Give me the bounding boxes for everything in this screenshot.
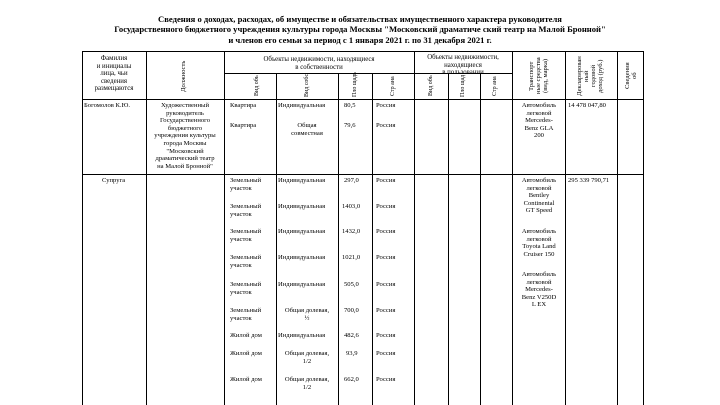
person1-property-ownership: Общая совместная (291, 122, 323, 137)
title-line-3: и членов его семьи за период с 1 января 2021 г. по 31 декабря 2021 г. (228, 34, 492, 45)
person1-name: Богомолов К.Ю. (84, 102, 130, 109)
person2-property-country: Россия (376, 228, 396, 235)
header-name: Фамилия и инициалы лица, чьи сведения размещаются (94, 55, 134, 93)
person1-property-country: Россия (376, 102, 396, 109)
col-divider (617, 51, 618, 405)
person2-property-area: 662,0 (344, 376, 359, 383)
header-use-type: Вид объ (428, 75, 434, 97)
col-divider (414, 51, 415, 405)
header-divider (82, 99, 644, 100)
header-owned-country: Стр ана (390, 76, 396, 96)
col-divider (338, 73, 339, 405)
person1-income: 14 478 047,80 (568, 102, 606, 109)
person2-property-ownership: Общая долевая, ½ (284, 307, 330, 322)
person2-property-area: 93,9 (346, 350, 358, 357)
person2-property-type: Земельный участок (230, 281, 262, 296)
person2-property-type: Земельный участок (230, 307, 262, 322)
person1-property-area: 79,6 (344, 122, 356, 129)
person2-property-type: Земельный участок (230, 228, 262, 243)
title-line-1: Сведения о доходах, расходах, об имуществе и обязательствах имущественного характера руководителя (158, 14, 562, 24)
col-divider (565, 51, 566, 405)
person2-property-type: Жилой дом (230, 332, 262, 339)
person2-property-ownership: Общая долевая, 1/2 (284, 376, 330, 391)
person2-property-type: Земельный участок (230, 177, 262, 192)
col-divider (372, 73, 373, 405)
col-divider (480, 73, 481, 405)
person1-property-area: 80,5 (344, 102, 356, 109)
header-owned-ownership: Вид собс (304, 73, 310, 97)
person2-property-area: 1432,0 (342, 228, 361, 235)
person2-property-country: Россия (376, 376, 396, 383)
col-divider (512, 51, 513, 405)
person2-income: 295 339 790,71 (568, 177, 610, 184)
person2-property-area: 297,0 (344, 177, 359, 184)
person2-property-type: Земельный участок (230, 203, 262, 218)
table-border-right (643, 51, 644, 405)
header-income: Декларирован ный годовой доход (руб.) (576, 56, 604, 96)
person2-property-type: Жилой дом (230, 350, 262, 357)
person2-name: Супруга (102, 177, 126, 184)
person1-transport: Автомобиль легковой Mercedes- Benz GLA 200 (521, 102, 557, 140)
person1-position: Художественный руководитель Государственного бюджетного учреждения культуры города Москвы "Московский драматический театр на Малой Бронной" (154, 102, 216, 170)
person2-transport-1: Автомобиль легковой Bentley Continental GT Speed (521, 177, 557, 215)
person2-property-country: Россия (376, 307, 396, 314)
col-divider (448, 73, 449, 405)
person2-property-country: Россия (376, 350, 396, 357)
person1-property-type: Квартира (230, 102, 257, 109)
person2-property-ownership: Индивидуальная (278, 228, 326, 235)
person2-property-ownership: Индивидуальная (278, 203, 326, 210)
header-owned-type: Вид объ (254, 75, 260, 97)
table-border-top (82, 51, 644, 52)
header-transport: Транспорт ные средства (вид, марка) (528, 57, 549, 95)
person2-property-ownership: Индивидуальная (278, 177, 326, 184)
header-use-country: Стр ана (492, 76, 498, 96)
header-position: Должность (180, 60, 187, 92)
header-sources: Сведения об (624, 62, 638, 90)
person1-property-country: Россия (376, 122, 396, 129)
person2-transport-2: Автомобиль легковой Toyota Land Cruiser 150 (521, 228, 557, 258)
person2-property-type: Жилой дом (230, 376, 262, 383)
row-divider (82, 174, 644, 175)
document-title (90, 14, 630, 45)
header-use-area: Пло щад (460, 74, 466, 97)
person2-property-ownership: Индивидуальная (278, 281, 326, 288)
person2-property-country: Россия (376, 177, 396, 184)
person2-property-country: Россия (376, 281, 396, 288)
declaration-table (82, 51, 644, 405)
header-owned-area: Пло щадь (352, 72, 358, 97)
person2-property-ownership: Общая долевая, 1/2 (284, 350, 330, 365)
title-line-2: Государственного бюджетного учреждения культуры города Москвы "Московский драматиче ский театр на Малой Бронной" (114, 24, 606, 35)
person2-property-area: 505,0 (344, 281, 359, 288)
person2-property-type: Земельный участок (230, 254, 262, 269)
person2-property-area: 700,0 (344, 307, 359, 314)
person2-property-ownership: Индивидуальная (278, 254, 326, 261)
person2-property-country: Россия (376, 254, 396, 261)
header-use-group: Объекты недвижимости, находящиеся в пользовании (427, 54, 499, 77)
person2-property-area: 482,6 (344, 332, 359, 339)
person2-property-country: Россия (376, 332, 396, 339)
table-border-left (82, 51, 83, 405)
person1-property-ownership: Индивидуальная (278, 102, 326, 109)
person2-property-area: 1403,0 (342, 203, 361, 210)
col-divider (146, 51, 147, 405)
person1-property-type: Квартира (230, 122, 257, 129)
header-owned-group: Объекты недвижимости, находящиеся в собственности (263, 56, 375, 71)
person2-property-ownership: Индивидуальная (278, 332, 326, 339)
person2-property-area: 1021,0 (342, 254, 361, 261)
person2-property-country: Россия (376, 203, 396, 210)
col-divider (224, 51, 225, 405)
person2-transport-3: Автомобиль легковой Mercedes- Benz V250D L EX (521, 271, 557, 309)
